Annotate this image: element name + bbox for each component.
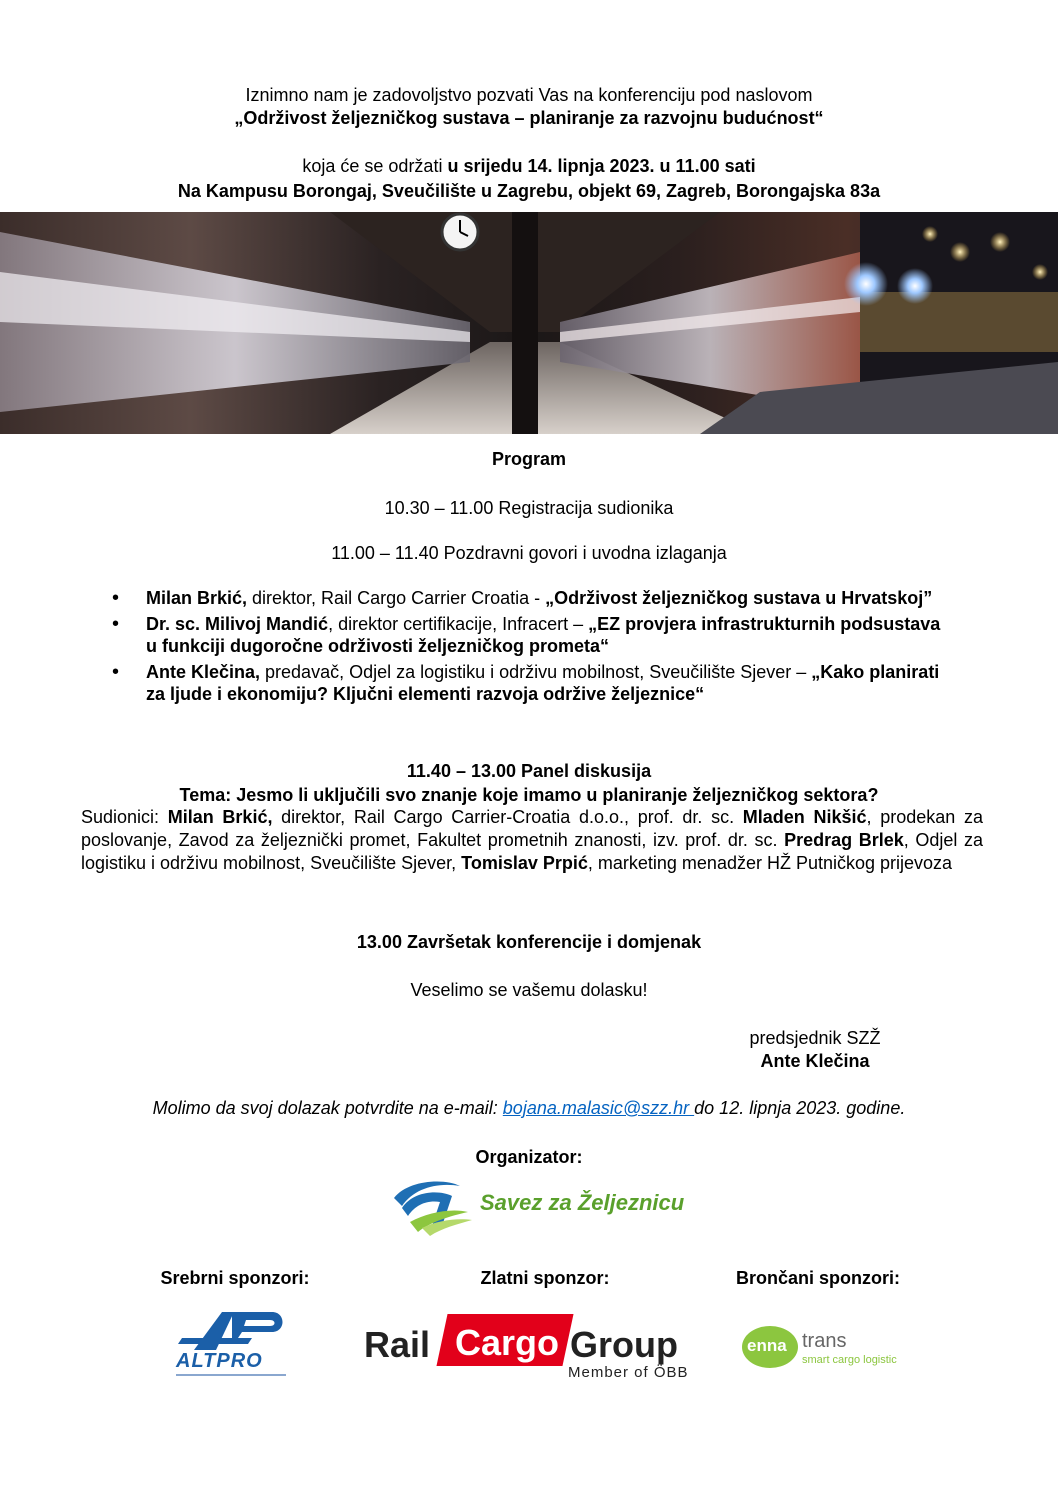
rsvp-line [0, 1097, 1058, 1119]
szz-logo-text: Savez za Željeznicu [480, 1190, 685, 1215]
panel-theme: Tema: Jesmo li uključili svo znanje koje imamo u planiranje željezničkog sektora? [179, 785, 879, 805]
welcome-text: Veselimo se vašemu dolasku! [410, 980, 648, 1000]
speaker-role: predavač, Odjel za logistiku i održivu mobilnost, Sveučilište Sjever – [260, 662, 812, 682]
participants-text: , Odjel za logistiku i održivu mobilnost, Sveučilište Sjever, [81, 830, 983, 873]
participants-text: direktor, Rail Cargo Carrier-Croatia d.o.o., prof. dr. sc. [272, 807, 743, 827]
participant-name: Mladen Nikšić [742, 807, 867, 827]
participant-name: Predrag Brlek [784, 830, 904, 850]
list-item [112, 587, 942, 609]
rcg-group-text: Group [570, 1324, 678, 1365]
date-prefix: koja će se održati [302, 156, 448, 176]
participants-text: , prodekan za poslovanje, Zavod za željeznički promet, Fakultet prometnih znanosti, izv. prof. dr. sc. [81, 807, 983, 850]
speaker-name: Dr. sc. Milivoj Mandić [146, 614, 329, 634]
signature-name: Ante Klečina [760, 1051, 870, 1071]
trans-text: trans [802, 1330, 847, 1352]
slot-welcome-talks: 11.00 – 11.40 Pozdravni govori i uvodna izlaganja [331, 543, 727, 563]
rail-cargo-group-logo [360, 1310, 700, 1385]
speaker-name: Ante Klečina, [146, 662, 261, 682]
organizer-label: Organizator: [475, 1147, 583, 1167]
signature-role: predsjednik SZŽ [749, 1028, 881, 1048]
altpro-logo [172, 1308, 290, 1380]
speaker-role: , direktor certifikacije, Infracert – [328, 614, 589, 634]
rcg-rail-text: Rail [364, 1324, 431, 1365]
talk-topic: „Održivost željezničkog sustava u Hrvatskoj” [545, 588, 933, 608]
szz-swoosh-icon [388, 1176, 478, 1236]
slot-closing: 13.00 Završetak konferencije i domjenak [356, 932, 702, 952]
slot-registration: 10.30 – 11.00 Registracija sudionika [384, 498, 674, 518]
rsvp-suffix: do 12. lipnja 2023. godine. [694, 1098, 906, 1118]
slot-panel: 11.40 – 13.00 Panel diskusija [406, 761, 652, 781]
altpro-logo-text: ALTPRO [176, 1350, 263, 1372]
talks-list [112, 587, 942, 709]
rcg-cargo-text: Cargo [454, 1322, 559, 1363]
participants-text: , marketing menadžer HŽ Putničkog prijevoza [587, 853, 953, 873]
participants-text: Sudionici: [81, 807, 168, 827]
speaker-name: Milan Brkić, [146, 588, 248, 608]
enna-tagline: smart cargo logistic [802, 1354, 897, 1366]
rsvp-email-link[interactable]: bojana.malasic@szz.hr [502, 1098, 695, 1118]
list-item [112, 613, 942, 657]
speaker-role: direktor, Rail Cargo Carrier Croatia - [247, 588, 546, 608]
enna-text: enna [747, 1336, 787, 1355]
rcg-tagline: Member of ÖBB [568, 1364, 689, 1381]
talk-topic: „Kako planirati za ljude i ekonomiju? Ključni elementi razvoja održive željeznice“ [146, 662, 940, 704]
talk-topic: „EZ provjera infrastrukturnih podsustava u funkciji dugoročne održivosti željezničkog prometa“ [146, 614, 941, 656]
participant-name: Milan Brkić, [167, 807, 273, 827]
train-station-photo [0, 212, 1058, 434]
date-line [0, 155, 1058, 177]
panel-participants [81, 806, 983, 875]
gold-sponsor-label: Zlatni sponzor: [480, 1268, 610, 1288]
altpro-tagline-rule [176, 1374, 286, 1376]
silver-sponsors-label: Srebrni sponzori: [160, 1268, 310, 1288]
list-item [112, 661, 942, 705]
rsvp-prefix: Molimo da svoj dolazak potvrdite na e-mail: [152, 1098, 503, 1118]
bronze-sponsors-label: Brončani sponzori: [735, 1268, 900, 1288]
venue-line: Na Kampusu Borongaj, Sveučilište u Zagrebu, objekt 69, Zagreb, Borongajska 83a [177, 181, 881, 201]
szz-logo [388, 1176, 685, 1236]
altpro-mark-icon [172, 1308, 290, 1354]
train-station-illustration [0, 212, 1058, 434]
participant-name: Tomislav Prpić [461, 853, 588, 873]
program-heading: Program [491, 449, 567, 469]
date-value: u srijedu 14. lipnja 2023. u 11.00 sati [447, 156, 756, 176]
conference-title: „Održivost željezničkog sustava – planiranje za razvojnu budućnost“ [234, 108, 824, 128]
intro-line: Iznimno nam je zadovoljstvo pozvati Vas na konferenciju pod naslovom [245, 85, 813, 105]
ennatrans-logo [742, 1322, 902, 1372]
